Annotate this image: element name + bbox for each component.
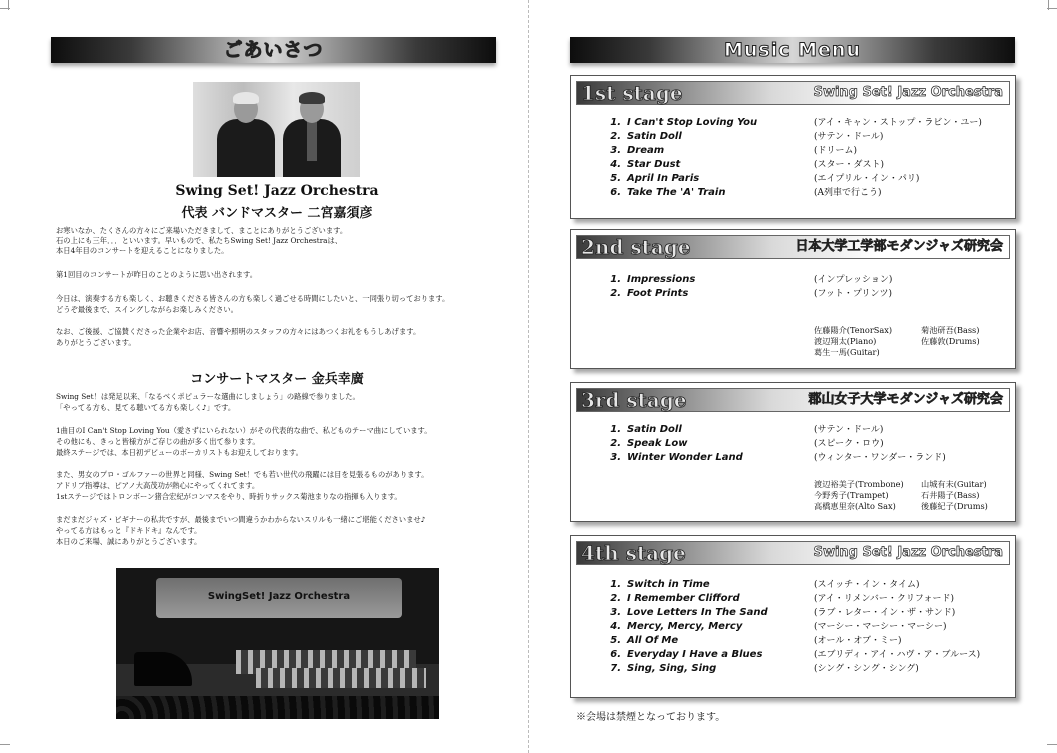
- greeting-banner: [51, 37, 496, 63]
- song-kana: (スピーク・ロウ): [814, 439, 884, 449]
- member-name: 渡辺裕美子(Trombone): [814, 479, 904, 489]
- song-kana: (アイ・キャン・ストップ・ラビン・ユー): [814, 118, 982, 128]
- song-title: 5. April In Paris: [610, 173, 700, 184]
- song-kana: (サテン・ドール): [814, 425, 884, 435]
- page-fold: [528, 0, 529, 753]
- song-kana: (スイッチ・イン・タイム): [814, 580, 920, 590]
- member-name: 菊池研吾(Bass): [921, 325, 980, 335]
- stage-label: 1st stage: [581, 81, 683, 105]
- concertmaster-paragraph: また、男女のプロ・ゴルファーの世界と同様、Swing Set！でも若い世代の飛躍には目を見張るものがあります。: [56, 470, 429, 479]
- song-title: 6. Everyday I Have a Blues: [610, 649, 763, 660]
- member-name: 渡辺翔太(Piano): [814, 336, 877, 346]
- person-figure: [281, 91, 343, 177]
- song-title: 3. Dream: [610, 145, 665, 156]
- song-kana: (ラブ・レター・イン・ザ・サンド): [814, 608, 956, 618]
- song-kana: (A列車で行こう): [814, 188, 882, 198]
- member-name: 後藤紀子(Drums): [921, 501, 988, 511]
- crop-mark: [0, 744, 10, 745]
- song-title: 2. Foot Prints: [610, 288, 689, 299]
- leader-line: 代表 バンドマスター 二宮嘉須彦: [181, 206, 373, 221]
- concertmaster-paragraph: 最終ステージでは、本日初デビューのボーカリストもお迎えしております。: [56, 448, 303, 457]
- menu-banner: [570, 37, 1015, 63]
- concertmaster-paragraph: 1曲目のI Can't Stop Loving You（愛さずにいられない）がその代表的な曲で、私どものテーマ曲にしています。: [56, 426, 432, 435]
- concertmaster-paragraph: その他にも、きっと皆様方がご存じの曲が多く出て参ります。: [56, 437, 260, 446]
- song-title: 1. Impressions: [610, 274, 696, 285]
- member-name: 佐藤陽介(TenorSax): [814, 325, 893, 335]
- concertmaster-paragraph: アドリブ指導は、ピアノ大高茂功が熱心にやってくれてます。: [56, 481, 260, 490]
- stage-header: [576, 388, 1010, 412]
- song-title: 3. Love Letters In The Sand: [610, 607, 768, 618]
- song-title: 6. Take The 'A' Train: [610, 187, 726, 198]
- greeting-paragraph: 第1回目のコンサートが昨日のことのように思い出されます。: [56, 270, 258, 279]
- greeting-paragraph: 石の上にも三年．．．といいます。早いもので、私たちSwing Set! Jazz Orchestraは、: [56, 236, 343, 245]
- stage-label: 3rd stage: [581, 388, 687, 412]
- grand-piano: [134, 652, 192, 686]
- song-title: 4. Mercy, Mercy, Mercy: [610, 621, 743, 632]
- song-kana: (サテン・ドール): [814, 132, 884, 142]
- stage-header: [576, 541, 1010, 565]
- greeting-paragraph: なお、ご後援、ご協賛くださった企業やお店、音響や照明のスタッフの方々にはあつくお礼をもうしあげます。: [56, 327, 421, 336]
- song-kana: (スター・ダスト): [814, 160, 885, 170]
- greeting-paragraph: 今日は、演奏する方も楽しく、お聴きくださる皆さんの方も楽しく過ごせる時間にしたいと、一同張り切っております。: [56, 294, 450, 303]
- member-name: 高橋恵里奈(Alto Sax): [814, 501, 896, 511]
- stage-label: 4th stage: [581, 541, 686, 565]
- member-name: 石井陽子(Bass): [921, 490, 980, 500]
- stage-band: Swing Set! Jazz Orchestra: [813, 85, 1003, 100]
- stage-header: [576, 81, 1010, 105]
- concertmaster-heading: コンサートマスター 金兵幸廣: [190, 372, 364, 387]
- stage-1-box: [570, 75, 1016, 219]
- stage-band: Swing Set! Jazz Orchestra: [813, 545, 1003, 560]
- person-figure: [215, 91, 277, 177]
- song-kana: (アイ・リメンバー・クリフォード): [814, 594, 954, 604]
- member-name: 葛生一馬(Guitar): [814, 347, 880, 357]
- song-title: 2. Satin Doll: [610, 131, 682, 142]
- no-smoking-notice: ※会場は禁煙となっております。: [576, 712, 726, 723]
- stage-band: 郡山女子大学モダンジャズ研究会: [808, 392, 1003, 407]
- stage-2-box: [570, 229, 1016, 369]
- concertmaster-paragraph: Swing Set！は発足以来、「なるべくポピュラーな選曲にしましょう」の路線で参りました。: [56, 392, 360, 401]
- stage-4-box: [570, 535, 1016, 698]
- band-musicians: [256, 668, 426, 688]
- greeting-paragraph: どうぞ最後まで、スイングしながらお楽しみください。: [56, 305, 238, 314]
- crop-mark: [8, 0, 9, 10]
- stage-header: [576, 235, 1010, 259]
- crop-mark: [1048, 0, 1049, 10]
- crop-mark: [1047, 744, 1057, 745]
- song-kana: (インプレッション): [814, 275, 893, 285]
- audience: [116, 696, 439, 719]
- menu-title: Music Menu: [724, 39, 861, 61]
- concertmaster-paragraph: 本日のご来場、誠にありがとうございます。: [56, 537, 202, 546]
- member-name: 山城有未(Guitar): [921, 479, 987, 489]
- song-kana: (フット・プリンツ): [814, 289, 893, 299]
- concertmaster-paragraph: 「やってる方も、見てる聴いてる方も楽しく♪」です。: [56, 403, 236, 412]
- song-kana: (ウィンター・ワンダー・ランド): [814, 453, 946, 463]
- song-title: 2. I Remember Clifford: [610, 593, 740, 604]
- concertmaster-paragraph: やってる方はもっと『ドキドキ』なんです。: [56, 526, 202, 535]
- member-name: 佐藤敦(Drums): [921, 336, 980, 346]
- song-title: 4. Star Dust: [610, 159, 681, 170]
- song-title: 5. All Of Me: [610, 635, 679, 646]
- band-name: Swing Set! Jazz Orchestra: [175, 183, 379, 199]
- stage-banner: [156, 578, 402, 618]
- song-title: 2. Speak Low: [610, 438, 688, 449]
- greeting-paragraph: ありがとうございます。: [56, 338, 136, 347]
- song-kana: (シング・シング・シング): [814, 664, 919, 674]
- concertmaster-paragraph: 1stステージではトロンボーン猪合宏紀がコンマスをやり、時折りサックス菊池まりなの指揮も入ります。: [56, 492, 402, 501]
- stage-3-box: [570, 382, 1016, 522]
- song-kana: (エブリディ・アイ・ハヴ・ア・ブルース): [814, 650, 981, 660]
- song-kana: (マーシー・マーシー・マーシー): [814, 622, 947, 632]
- song-title: 1. Switch in Time: [610, 579, 710, 590]
- song-kana: (ドリーム): [814, 146, 858, 156]
- member-name: 今野秀子(Trampet): [814, 490, 889, 500]
- concertmaster-paragraph: まだまだジャズ・ビギナーの私共ですが、最後までいつ間違うかわからないスリルも一緒にご堪能くださいませ♪: [56, 515, 426, 524]
- song-title: 1. Satin Doll: [610, 424, 682, 435]
- greeting-paragraph: 本日4年目のコンサートを迎えることになりました。: [56, 246, 229, 255]
- concert-photo: [116, 568, 439, 719]
- song-title: 3. Winter Wonder Land: [610, 452, 743, 463]
- greeting-paragraph: お寒いなか、たくさんの方々にご来場いただきまして、まことにありがとうございます。: [56, 226, 348, 235]
- leaders-photo: [193, 82, 360, 177]
- song-kana: (エイプリル・イン・パリ): [814, 174, 920, 184]
- stage-band: 日本大学工学部モダンジャズ研究会: [795, 239, 1003, 254]
- song-kana: (オール・オブ・ミー): [814, 636, 902, 646]
- stage-label: 2nd stage: [581, 235, 691, 259]
- song-title: 1. I Can't Stop Loving You: [610, 117, 758, 128]
- stage-banner-text: SwingSet! Jazz Orchestra: [207, 591, 351, 602]
- song-title: 7. Sing, Sing, Sing: [610, 663, 717, 674]
- greeting-title: ごあいさつ: [223, 39, 324, 61]
